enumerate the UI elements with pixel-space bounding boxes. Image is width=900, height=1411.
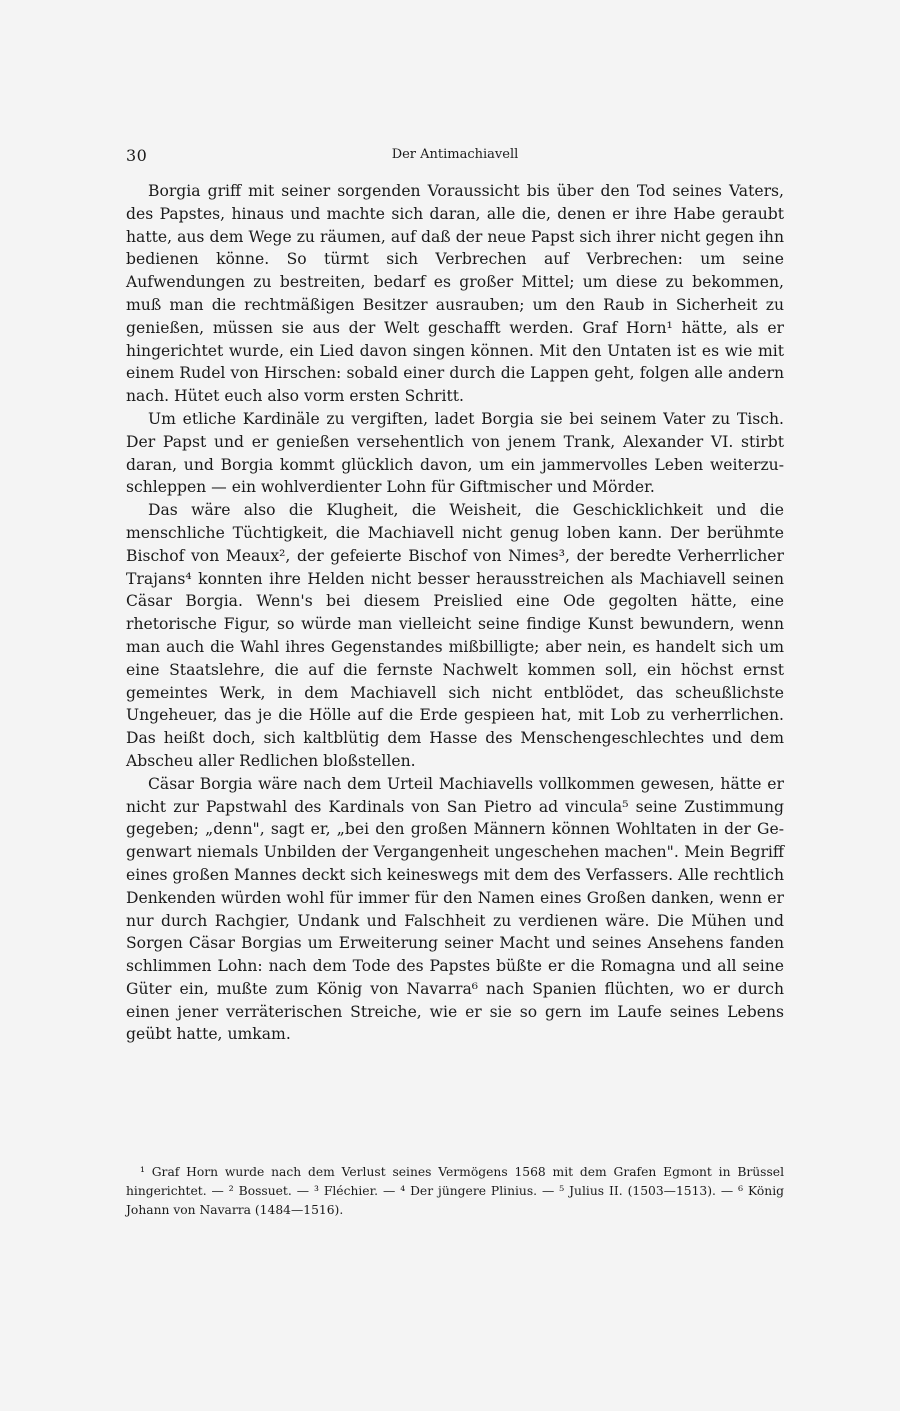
body-text bbox=[126, 180, 784, 1046]
footnote-text: ¹ Graf Horn wurde nach dem Verlust seines Vermögens 1568 mit dem Grafen Egmont in Brüssel hingerichtet. — ² Bossuet. — ³ Fléchier. — ⁴ Der jüngere Plinius. — ⁵ Julius II. (1503—1513). — ⁶ König Johann von Navarra (1484—1516). bbox=[126, 1165, 784, 1217]
page-number: 30 bbox=[126, 146, 148, 165]
footnotes bbox=[126, 1163, 784, 1220]
paragraph: Um etliche Kardinäle zu vergiften, ladet Borgia sie bei seinem Vater zu Tisch. Der Papst und er genießen versehentlich von jenem Trank, Alexander VI. stirbt daran, und Borgia kommt glücklich davon, um ein jammervolles Leben weiterzuschleppen — ein wohlverdienter Lohn für Giftmischer und Mörder. bbox=[126, 409, 784, 497]
paragraph: Cäsar Borgia wäre nach dem Urteil Machiavells vollkommen gewesen, hätte er nicht zur Papstwahl des Kardinals von San Pietro ad vincula⁵ seine Zustimmung gegeben; „denn", sagt er, „bei den großen Männern können Wohltaten in der Gegenwart niemals Unbilden der Vergangenheit ungeschehen machen". Mein Begriff eines großen Mannes deckt sich keineswegs mit dem des Verfassers. Alle rechtlich Denkenden würden wohl für immer für den Namen eines Großen danken, wenn er nur durch Rachgier, Undank und Falschheit zu verdienen wäre. Die Mühen und Sorgen Cäsar Borgias um Erweiterung seiner Macht und seines Ansehens fanden schlimmen Lohn: nach dem Tode des Papstes büßte er die Romagna und all seine Güter ein, mußte zum König von Navarra⁶ nach Spanien flüchten, wo er durch einen jener verräterischen Streiche, wie er sie so gern im Laufe seines Lebens geübt hatte, umkam. bbox=[126, 774, 784, 1044]
page-header bbox=[126, 146, 784, 166]
paragraph: Borgia griff mit seiner sorgenden Voraussicht bis über den Tod seines Vaters, des Papstes, hinaus und machte sich daran, alle die, denen er ihre Habe geraubt hatte, aus dem Wege zu räumen, auf daß der neue Papst sich ihrer nicht gegen ihn bedienen könne. So türmt sich Verbrechen auf Verbrechen: um seine Aufwendungen zu bestreiten, bedarf es großer Mittel; um diese zu bekommen, muß man die rechtmäßigen Besitzer ausrauben; um den Raub in Sicherheit zu genießen, müssen sie aus der Welt geschafft werden. Graf Horn¹ hätte, als er hingerichtet wurde, ein Lied davon singen können. Mit den Untaten ist es wie mit einem Rudel von Hirschen: sobald einer durch die Lappen geht, folgen alle andern nach. Hütet euch also vorm ersten Schritt. bbox=[126, 182, 784, 406]
running-head: Der Antimachiavell bbox=[391, 147, 519, 162]
paragraph: Das wäre also die Klugheit, die Weisheit, die Geschicklichkeit und die menschliche Tüchtigkeit, die Machiavell nicht genug loben kann. Der berühmte Bischof von Meaux², der gefeierte Bischof von Nimes³, der beredte Verherrlicher Trajans⁴ konnten ihre Helden nicht besser herausstreichen als Machiavell seinen Cäsar Borgia. Wenn's bei diesem Preislied eine Ode gegolten hätte, eine rhetorische Figur, so würde man vielleicht seine findige Kunst bewundern, wenn man auch die Wahl ihres Gegenstandes mißbilligte; aber nein, es handelt sich um eine Staatslehre, die auf die fernste Nachwelt kommen soll, ein höchst ernst gemeintes Werk, in dem Machiavell sich nicht entblödet, das scheußlichste Ungeheuer, das je die Hölle auf die Erde gespieen hat, mit Lob zu verherrlichen. Das heißt doch, sich kaltblütig dem Hasse des Menschengeschlechtes und dem Abscheu aller Redlichen bloßstellen. bbox=[126, 501, 784, 770]
